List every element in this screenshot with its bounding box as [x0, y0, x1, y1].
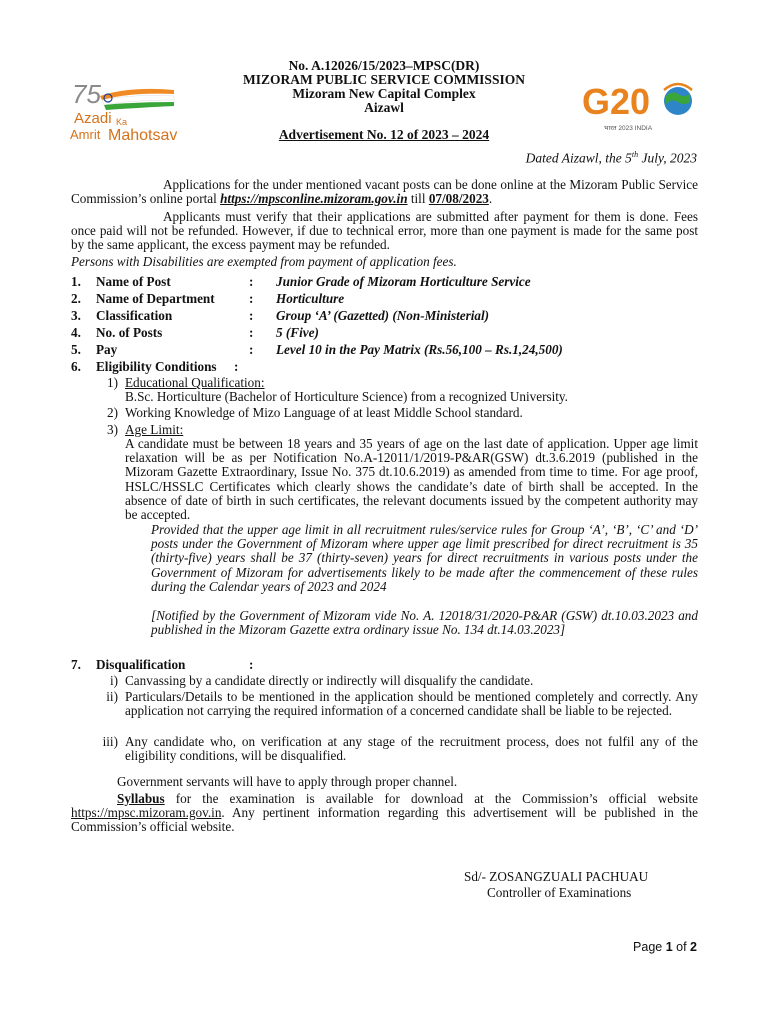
- g20-caption: भारत 2023 INDIA: [604, 125, 653, 132]
- page-of: of: [672, 940, 691, 954]
- detail-value: Group ‘A’ (Gazetted) (Non-Ministerial): [276, 308, 490, 323]
- dated-suffix: July, 2023: [638, 150, 697, 166]
- detail-number: 1.: [71, 274, 81, 289]
- intro-p1-text-b: till: [407, 191, 429, 207]
- intro-paragraph-1: [71, 178, 698, 206]
- detail-number: 5.: [71, 342, 81, 357]
- intro-p2-text: Applicants must verify that their applications are submitted after payment for them is done. Fees once paid will not be refunded. However, if due to technical error, more than one payment is made for the same post by the same applicant, the excess payment may be refunded.: [71, 209, 698, 253]
- dated-line: [526, 150, 697, 167]
- disqualification-item-2: [0, 690, 768, 734]
- detail-label: Classification: [96, 308, 173, 323]
- syllabus-text-a: for the examination is available for download at the Commission’s official website: [164, 791, 698, 806]
- intro-p1-text-a: Applications for the under mentioned vacant posts can be done online at the Mizoram Public Service Commission’s online portal: [71, 177, 698, 207]
- detail-colon: :: [249, 291, 254, 306]
- page-total: 2: [690, 940, 697, 954]
- detail-number: 4.: [71, 325, 81, 340]
- disqualification-item-1: [0, 674, 768, 690]
- age-limit-notification: [Notified by the Government of Mizoram vide No. A. 12018/31/2020-P&AR (GSW) dt.10.03.2023 and published in the Mizoram Gazette extra ordinary issue No. 134 dt.14.03.2023]: [151, 608, 698, 638]
- pwd-exemption-note: Persons with Disabilities are exempted from payment of application fees.: [71, 254, 457, 269]
- city-name: Aizawl: [364, 100, 404, 115]
- detail-number: 3.: [71, 308, 81, 323]
- detail-number: 2.: [71, 291, 81, 306]
- page-current: 1: [665, 940, 673, 954]
- intro-p1-text-c: .: [488, 191, 493, 207]
- detail-colon: :: [249, 325, 254, 340]
- disq-mark: i): [109, 673, 118, 688]
- syllabus-paragraph: [71, 792, 698, 835]
- detail-value: Junior Grade of Mizoram Horticulture Service: [276, 274, 531, 289]
- detail-colon: :: [249, 274, 254, 289]
- detail-label: Pay: [96, 342, 118, 357]
- detail-label: Name of Department: [96, 291, 215, 306]
- online-portal-link[interactable]: https://mpsconline.mizoram.gov.in: [220, 191, 408, 207]
- g20-logo-graphic: [580, 80, 698, 136]
- detail-number: 7.: [71, 657, 81, 672]
- g20-text: G20: [582, 81, 651, 122]
- disqualification-item-3: [0, 735, 768, 765]
- disq-text: Particulars/Details to be mentioned in the application should be mentioned completely and correctly. Any application not carrying the required information of a concerned candidate shall be liable to be rejected.: [125, 689, 698, 719]
- intro-paragraph-2: [71, 210, 698, 253]
- logo-text-amrit: Amrit: [70, 127, 101, 142]
- page-label: Page: [633, 940, 666, 954]
- detail-label: No. of Posts: [96, 325, 163, 340]
- eligibility-item-3: [0, 423, 768, 653]
- disq-text: Canvassing by a candidate directly or indirectly will disqualify the candidate.: [125, 673, 534, 688]
- educational-qualification-text: B.Sc. Horticulture (Bachelor of Horticulture Science) from a recognized University.: [125, 389, 568, 404]
- government-servants-note: [117, 775, 698, 789]
- last-date: 07/08/2023: [428, 191, 489, 207]
- logo-text-mahotsav: Mahotsav: [108, 127, 178, 144]
- detail-colon: :: [249, 308, 254, 323]
- syllabus-word: Syllabus: [117, 791, 165, 806]
- detail-label: Disqualification: [96, 657, 186, 672]
- educational-qualification-title: Educational Qualification:: [125, 375, 265, 390]
- logo-text-ka: Ka: [116, 117, 128, 127]
- azadi-logo-graphic: [70, 78, 185, 144]
- dated-prefix: Dated Aizawl, the 5: [525, 150, 632, 166]
- advertisement-title-text: Advertisement No. 12 of 2023 – 2024: [278, 127, 490, 142]
- detail-label: Name of Post: [96, 274, 171, 289]
- eligibility-mark: 1): [107, 375, 118, 390]
- age-limit-text: A candidate must be between 18 years and 35 years of age on the last date of application. Upper age limit relaxation will be as per Notification No.A-12011/1/2019-P&AR(GSW) dt.3.6.2019 (published in the Mizoram Gazette Extraordinary, Issue No. 375 dt.10.6.2019) as amended from time to time. For age proof, HSLC/HSSLC Certificates which clearly shows the candidate’s date of birth shall be accepted. In the absence of date of birth in such certificates, the relevant documents issued by the competent authority may be accepted.: [125, 436, 698, 523]
- detail-number: 6.: [71, 359, 81, 374]
- eligibility-mark: 2): [107, 405, 118, 420]
- complex-name: Mizoram New Capital Complex: [292, 86, 476, 101]
- eligibility-mark: 3): [107, 422, 118, 437]
- eligibility-item-1: [0, 376, 768, 408]
- dated-superscript: th: [631, 150, 639, 159]
- detail-value: Horticulture: [276, 291, 345, 306]
- detail-value: 5 (Five): [276, 325, 319, 340]
- mizo-language-text: Working Knowledge of Mizo Language of at least Middle School standard.: [125, 405, 523, 420]
- disq-mark: ii): [106, 689, 118, 704]
- detail-colon: :: [234, 359, 239, 374]
- organization-name: MIZORAM PUBLIC SERVICE COMMISSION: [243, 72, 525, 87]
- signatory-name: Sd/- ZOSANGZUALI PACHUAU: [464, 869, 649, 884]
- logo-number-75: 75: [72, 79, 101, 109]
- detail-label: Eligibility Conditions: [96, 359, 217, 374]
- reference-number: No. A.12026/15/2023–MPSC(DR): [288, 58, 480, 73]
- detail-colon: :: [249, 657, 254, 672]
- page-number: [633, 940, 697, 954]
- detail-value: Level 10 in the Pay Matrix (Rs.56,100 – Rs.1,24,500): [276, 342, 563, 357]
- azadi-ka-amrit-mahotsav-logo: [70, 78, 185, 144]
- govt-note-text: Government servants will have to apply through proper channel.: [117, 774, 458, 789]
- disq-text: Any candidate who, on verification at any stage of the recruitment process, does not fulfil any of the eligibility conditions, will be disqualified.: [125, 734, 698, 764]
- logo-text-azadi: Azadi: [74, 110, 112, 127]
- detail-colon: :: [249, 342, 254, 357]
- disq-mark: iii): [102, 734, 118, 749]
- age-limit-title: Age Limit:: [125, 422, 184, 437]
- age-limit-proviso: Provided that the upper age limit in all recruitment rules/service rules for Group ‘A’, ‘B’, ‘C’ and ‘D’ posts under the Government of Mizoram where upper age limit prescribed for direct recruitment is 35 (thirty-five) years shall be 37 (thirty-seven) years for direct recruitments in various posts under the Government of Mizoram for advertisements likely to be made after the commencement of these rules during the Calendar years of 2023 and 2024: [151, 522, 698, 594]
- signatory-title: Controller of Examinations: [487, 885, 632, 900]
- commission-website-link[interactable]: https://mpsc.mizoram.gov.in: [71, 805, 222, 821]
- eligibility-item-2: [0, 406, 768, 422]
- g20-logo: [580, 80, 698, 136]
- syllabus-text-b: . Any pertinent information regarding this advertisement will be published in the Commission’s official website.: [71, 805, 698, 835]
